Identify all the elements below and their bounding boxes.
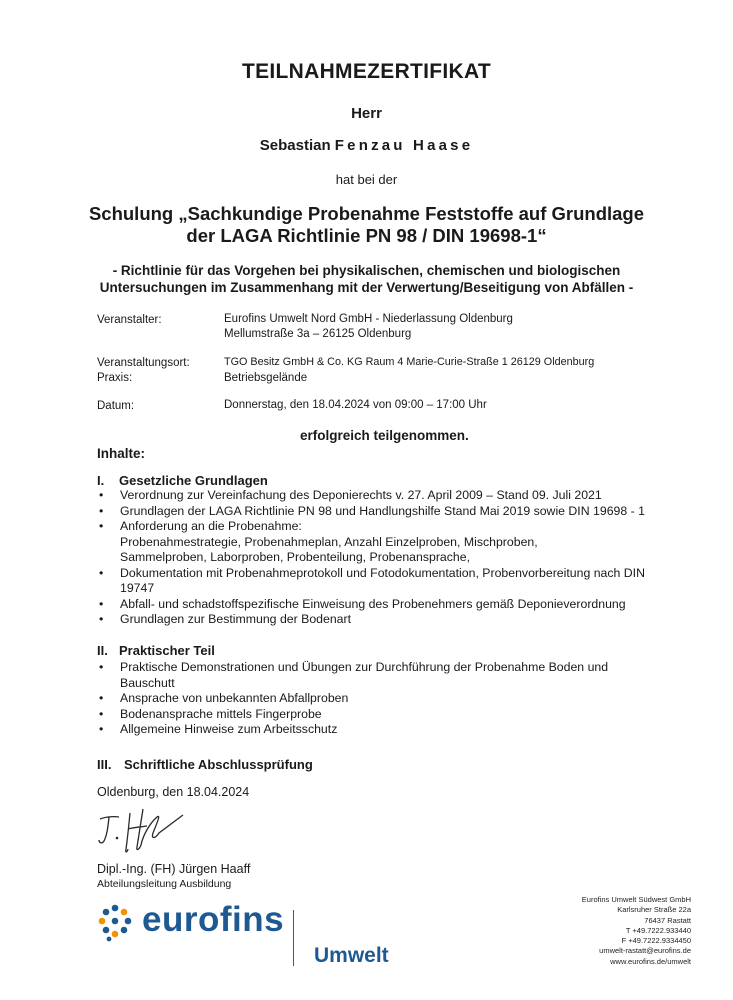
place-date: Oldenburg, den 18.04.2024 [97, 785, 250, 799]
course-subtitle-line2: Untersuchungen im Zusammenhang mit der Verwertung/Beseitigung von Abfällen - [99, 280, 634, 295]
practice-label: Praxis: [97, 372, 133, 384]
list-item-label: • Anforderung an die Probenahme: [120, 519, 302, 533]
signer-name: Dipl.-Ing. (FH) Jürgen Haaff [97, 862, 251, 876]
location-label: Veranstaltungsort: [97, 357, 190, 369]
date-value: Donnerstag, den 18.04.2024 von 09:00 – 17:00 Uhr [224, 399, 487, 411]
course-subtitle-line1: - Richtlinie für das Vorgehen bei physikalischen, chemischen und biologischen [112, 263, 621, 278]
address-line: umwelt-rastatt@eurofins.de [599, 946, 691, 956]
organizer-value [224, 312, 513, 342]
list-item: • Praktische Demonstrationen und Übungen zur Durchführung der Probenahme Boden und Bauschutt [97, 660, 660, 691]
address-line: www.eurofins.de/umwelt [610, 956, 691, 966]
organizer-line1: Eurofins Umwelt Nord GmbH - Niederlassung Oldenburg [224, 313, 513, 325]
date-label: Datum: [97, 400, 135, 412]
section-3-number: III. [97, 757, 112, 772]
certificate-title: TEILNAHMEZERTIFIKAT [241, 60, 492, 83]
section-1-number: I. [97, 473, 105, 488]
list-item: • Dokumentation mit Probenahmeprotokoll und Fotodokumentation, Probenvorbereitung nach DIN 19747 [97, 566, 680, 597]
address-line: Karlsruher Straße 22a [617, 905, 691, 915]
list-item [97, 519, 697, 566]
list-item: • Grundlagen der LAGA Richtlinie PN 98 und Handlungshilfe Stand Mai 2019 sowie DIN 19698 - 1 [97, 504, 697, 520]
course-title-line2: der LAGA Richtlinie PN 98 / DIN 19698-1“ [186, 225, 547, 246]
course-title-line1: Schulung „Sachkundige Probenahme Feststoffe auf Grundlage [88, 203, 645, 224]
section-1-heading [97, 473, 268, 488]
organizer-label: Veranstalter: [97, 314, 162, 326]
section-3-title: Schriftliche Abschlussprüfung [124, 757, 313, 772]
address-line: F +49.7222.9334450 [621, 936, 691, 946]
section-2-title: Praktischer Teil [119, 643, 215, 658]
participant-last-name: Fenzau Haase [334, 137, 474, 154]
division-label: Umwelt [314, 944, 389, 967]
list-item: • Verordnung zur Vereinfachung des Deponierechts v. 27. April 2009 – Stand 09. Juli 2021 [97, 488, 697, 504]
section-2-number: II. [97, 643, 108, 658]
list-item: • Bodenansprache mittels Fingerprobe [97, 707, 697, 723]
eurofins-logo [95, 900, 285, 947]
section-1-title: Gesetzliche Grundlagen [119, 473, 268, 488]
course-title [0, 203, 733, 247]
list-item: • Abfall- und schadstoffspezifische Einweisung des Probenehmers gemäß Deponieverordnung [97, 597, 697, 613]
address-line: 76437 Rastatt [644, 915, 691, 925]
section-2-list [97, 660, 697, 738]
section-1-list [97, 488, 697, 628]
participant-first-name: Sebastian [259, 137, 331, 154]
course-subtitle [0, 262, 733, 296]
intro-text: hat bei der [335, 172, 398, 187]
practice-value: Betriebsgelände [224, 372, 308, 384]
address-line: T +49.7222.933440 [625, 925, 691, 935]
footer-divider [293, 910, 294, 966]
organizer-line2: Mellumstraße 3a – 26125 Oldenburg [224, 328, 412, 340]
section-3-heading [97, 757, 313, 772]
list-item: • Grundlagen zur Bestimmung der Bodenart [97, 612, 697, 628]
handwritten-signature [95, 805, 195, 860]
section-2-heading [97, 643, 215, 658]
eurofins-dots-icon [95, 902, 135, 942]
address-line: Eurofins Umwelt Südwest GmbH [581, 895, 691, 904]
signer-role: Abteilungsleitung Ausbildung [97, 878, 232, 890]
location-value: TGO Besitz GmbH & Co. KG Raum 4 Marie-Curie-Straße 1 26129 Oldenburg [224, 356, 595, 368]
company-address [582, 895, 691, 967]
logo-wordmark: eurofins [142, 900, 285, 939]
participant-name [0, 137, 733, 154]
list-item: • Ansprache von unbekannten Abfallproben [97, 691, 697, 707]
salutation: Herr [351, 105, 382, 122]
result-text: erfolgreich teilgenommen. [300, 428, 469, 443]
list-item-detail: Probenahmestrategie, Probenahmeplan, Anzahl Einzelproben, Mischproben, Sammelproben, Laborproben, Probenteilung, Probenansprache, [120, 534, 538, 564]
list-item: • Allgemeine Hinweise zum Arbeitsschutz [97, 722, 697, 738]
contents-heading: Inhalte: [97, 446, 146, 461]
